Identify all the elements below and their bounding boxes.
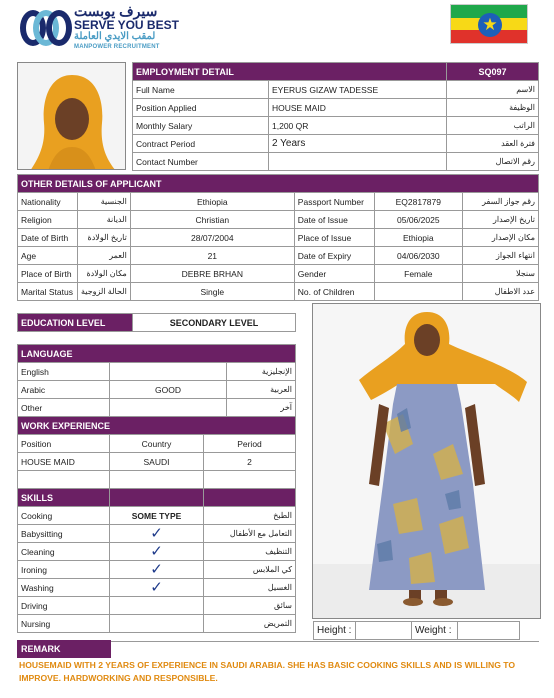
- label-ironing: Ironing: [18, 561, 110, 579]
- value-contract: 2 Years: [269, 135, 447, 153]
- table-row: [18, 211, 539, 229]
- brand-arabic-sub: لمقب الايدي العاملة: [74, 31, 156, 42]
- ar-place-of-birth: مكان الولادة: [78, 265, 131, 283]
- work-period: 2: [204, 453, 296, 471]
- value-date-of-issue: 05/06/2025: [374, 211, 462, 229]
- value-other-lang: [110, 399, 227, 417]
- brand-block: [74, 4, 184, 51]
- brand-tagline: MANPOWER RECRUITMENT: [74, 44, 160, 50]
- checkmark-icon: ✓: [150, 578, 163, 596]
- value-date-of-birth: 28/07/2004: [130, 229, 294, 247]
- value-driving: [110, 597, 204, 615]
- checkmark-icon: ✓: [150, 524, 163, 542]
- value-salary: 1,200 QR: [269, 117, 447, 135]
- work-header-period: Period: [204, 435, 296, 453]
- label-place-of-birth: Place of Birth: [18, 265, 78, 283]
- value-cooking: SOME TYPE: [110, 507, 204, 525]
- ar-date-of-expiry: انتهاء الجواز: [462, 247, 538, 265]
- education-value: SECONDARY LEVEL: [133, 314, 296, 332]
- ar-english: الإنجليزية: [227, 363, 296, 381]
- label-nationality: Nationality: [18, 193, 78, 211]
- table-row: [18, 381, 296, 399]
- ar-position: الوظيفة: [447, 99, 539, 117]
- ar-passport: رقم جواز السفر: [462, 193, 538, 211]
- height-label: Height :: [314, 622, 356, 640]
- label-marital-status: Marital Status: [18, 283, 78, 301]
- ar-religion: الديانة: [78, 211, 131, 229]
- ar-place-of-issue: مكان الإصدار: [462, 229, 538, 247]
- ar-nationality: الجنسية: [78, 193, 131, 211]
- value-children: [374, 283, 462, 301]
- table-row: [18, 525, 296, 543]
- value-age: 21: [130, 247, 294, 265]
- label-date-of-issue: Date of Issue: [294, 211, 374, 229]
- weight-label: Weight :: [412, 622, 458, 640]
- label-cleaning: Cleaning: [18, 543, 110, 561]
- table-row: [18, 193, 539, 211]
- table-row: [18, 507, 296, 525]
- ar-gender: سنجلا: [462, 265, 538, 283]
- work-country-2: [110, 471, 204, 489]
- label-contract: Contract Period: [133, 135, 269, 153]
- education-table: [17, 313, 296, 332]
- table-row: [18, 435, 296, 453]
- label-children: No. of Children: [294, 283, 374, 301]
- table-row: [18, 399, 296, 417]
- table-row: [18, 247, 539, 265]
- value-marital-status: Single: [130, 283, 294, 301]
- ar-nursing: التمريض: [204, 615, 296, 633]
- label-religion: Religion: [18, 211, 78, 229]
- language-title: LANGUAGE: [18, 345, 296, 363]
- ar-salary: الراتب: [447, 117, 539, 135]
- work-country: SAUDI: [110, 453, 204, 471]
- checkmark-icon: ✓: [150, 542, 163, 560]
- employment-title: EMPLOYMENT DETAIL: [133, 63, 447, 81]
- ar-driving: سائق: [204, 597, 296, 615]
- value-contact: [269, 153, 447, 171]
- label-place-of-issue: Place of Issue: [294, 229, 374, 247]
- height-value: [356, 622, 412, 640]
- other-details-table: [17, 174, 539, 301]
- education-title: EDUCATION LEVEL: [18, 314, 133, 332]
- value-place-of-birth: DEBRE BRHAN: [130, 265, 294, 283]
- ar-cleaning: التنظيف: [204, 543, 296, 561]
- headshot-photo: [17, 62, 126, 170]
- table-row: [18, 265, 539, 283]
- table-row: [18, 229, 539, 247]
- label-english: English: [18, 363, 110, 381]
- value-date-of-expiry: 04/06/2030: [374, 247, 462, 265]
- ar-children: عدد الاطفال: [462, 283, 538, 301]
- label-nursing: Nursing: [18, 615, 110, 633]
- company-logo-icon: [18, 4, 74, 52]
- label-date-of-birth: Date of Birth: [18, 229, 78, 247]
- label-cooking: Cooking: [18, 507, 110, 525]
- ar-cooking: الطبخ: [204, 507, 296, 525]
- header: [18, 4, 540, 56]
- ar-babysitting: التعامل مع الأطفال: [204, 525, 296, 543]
- ar-age: العمر: [78, 247, 131, 265]
- label-other-lang: Other: [18, 399, 110, 417]
- value-english: [110, 363, 227, 381]
- brand-arabic: سيرف يوبست: [74, 3, 158, 19]
- skills-title: SKILLS: [18, 489, 110, 507]
- weight-value: [458, 622, 520, 640]
- value-nursing: [110, 615, 204, 633]
- label-babysitting: Babysitting: [18, 525, 110, 543]
- flag-star-icon: ★: [482, 15, 498, 34]
- employment-table: [132, 62, 539, 171]
- table-row: [18, 283, 539, 301]
- work-period-2: [204, 471, 296, 489]
- table-row: [18, 597, 296, 615]
- table-row: [18, 615, 296, 633]
- ar-ironing: كي الملابس: [204, 561, 296, 579]
- label-date-of-expiry: Date of Expiry: [294, 247, 374, 265]
- work-position: HOUSE MAID: [18, 453, 110, 471]
- table-row: [18, 363, 296, 381]
- ar-marital-status: الحالة الزوجية: [78, 283, 131, 301]
- table-row: [18, 453, 296, 471]
- other-details-title: OTHER DETAILS OF APPLICANT: [18, 175, 539, 193]
- label-position: Position Applied: [133, 99, 269, 117]
- work-position-2: [18, 471, 110, 489]
- remark-divider: [111, 641, 539, 642]
- value-arabic: GOOD: [110, 381, 227, 399]
- label-passport: Passport Number: [294, 193, 374, 211]
- value-religion: Christian: [130, 211, 294, 229]
- brand-english: SERVE YOU BEST: [74, 18, 179, 32]
- value-nationality: Ethiopia: [130, 193, 294, 211]
- value-gender: Female: [374, 265, 462, 283]
- ar-washing: الغسيل: [204, 579, 296, 597]
- ar-date-of-issue: تاريخ الإصدار: [462, 211, 538, 229]
- remark-text: HOUSEMAID WITH 2 YEARS OF EXPERIENCE IN SAUDI ARABIA. SHE HAS BASIC COOKING SKILLS AND IS WILLING TO IMPROVE. HARDWORKING AND RESPONSIBLE.: [19, 660, 516, 683]
- label-arabic: Arabic: [18, 381, 110, 399]
- label-driving: Driving: [18, 597, 110, 615]
- value-full-name: EYERUS GIZAW TADESSE: [269, 81, 447, 99]
- work-title: WORK EXPERIENCE: [18, 417, 296, 435]
- table-row: [18, 471, 296, 489]
- full-body-photo: [312, 303, 541, 619]
- ar-arabic: العربية: [227, 381, 296, 399]
- ar-contact: رقم الاتصال: [447, 153, 539, 171]
- work-header-position: Position: [18, 435, 110, 453]
- value-position: HOUSE MAID: [269, 99, 447, 117]
- table-row: [18, 561, 296, 579]
- value-passport: EQ2817879: [374, 193, 462, 211]
- value-place-of-issue: Ethiopia: [374, 229, 462, 247]
- label-contact: Contact Number: [133, 153, 269, 171]
- reference-code: SQ097: [447, 63, 539, 81]
- ar-full-name: الاسم: [447, 81, 539, 99]
- remark-title: REMARK: [17, 640, 111, 658]
- measurements-table: [313, 621, 520, 640]
- label-age: Age: [18, 247, 78, 265]
- work-experience-table: [17, 416, 296, 489]
- table-row: [18, 579, 296, 597]
- language-table: [17, 344, 296, 417]
- label-salary: Monthly Salary: [133, 117, 269, 135]
- label-full-name: Full Name: [133, 81, 269, 99]
- checkmark-icon: ✓: [150, 560, 163, 578]
- table-row: [18, 543, 296, 561]
- ar-date-of-birth: تاريخ الولادة: [78, 229, 131, 247]
- label-gender: Gender: [294, 265, 374, 283]
- ar-other-lang: آخر: [227, 399, 296, 417]
- ethiopia-flag-icon: [450, 4, 528, 44]
- work-header-country: Country: [110, 435, 204, 453]
- label-washing: Washing: [18, 579, 110, 597]
- ar-contract: فترة العقد: [447, 135, 539, 153]
- skills-table: [17, 488, 296, 633]
